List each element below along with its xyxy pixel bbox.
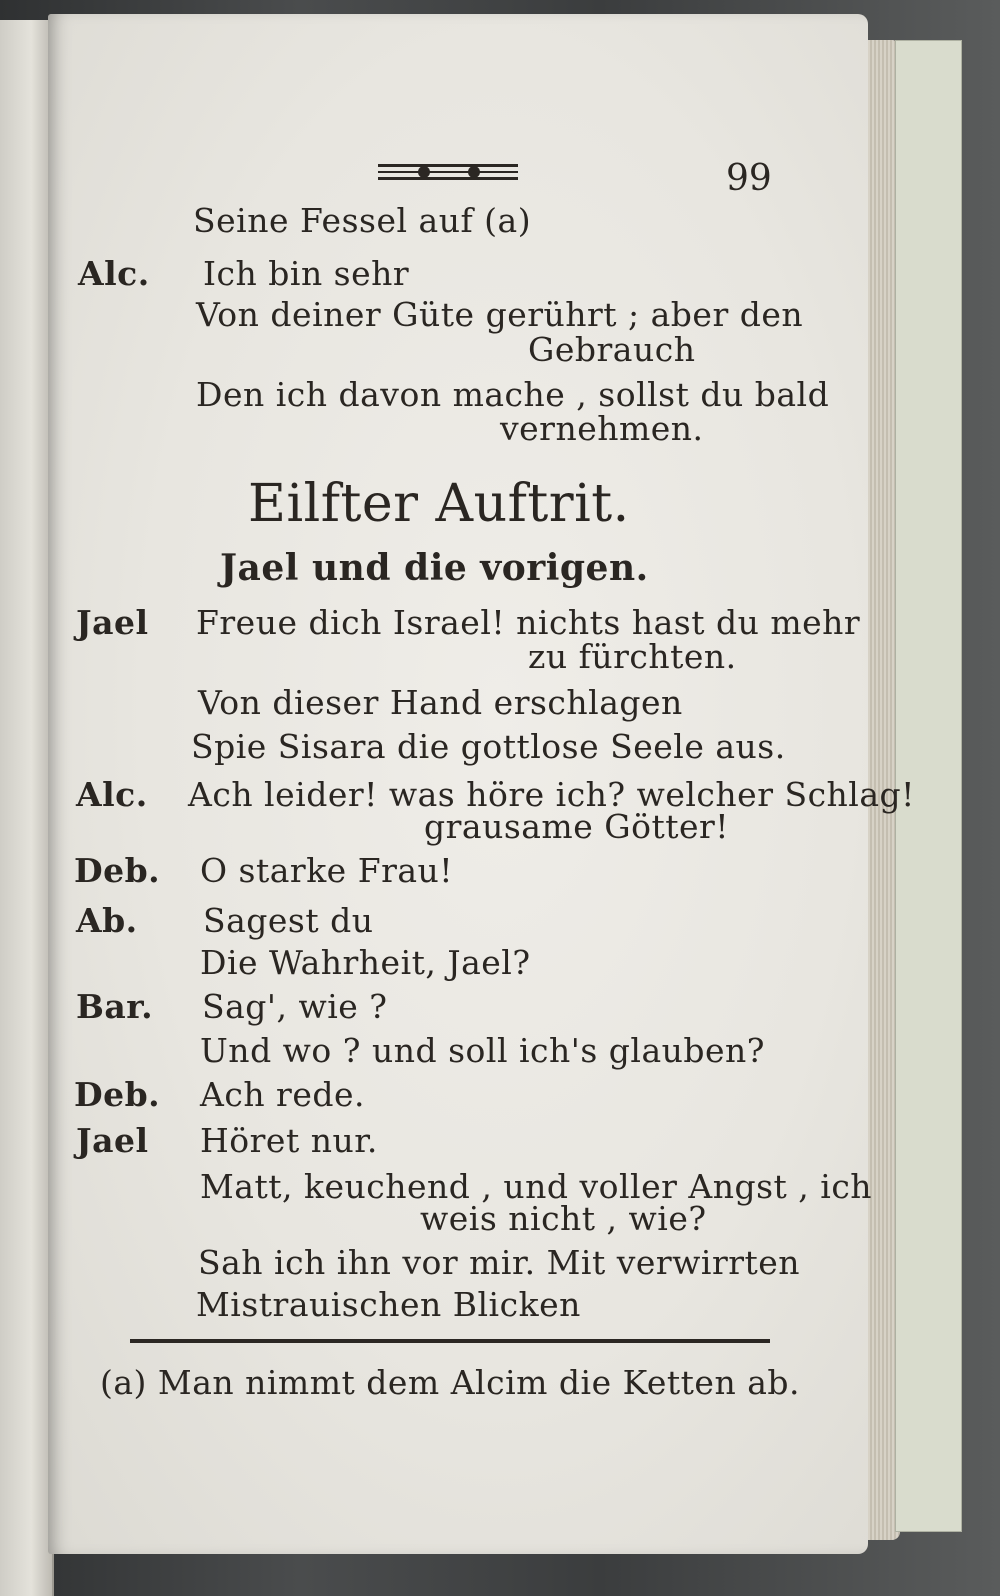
scene-heading: Eilfter Auftrit. — [248, 474, 630, 534]
speaker-name: Ab. — [76, 901, 138, 940]
text-line: zu fürchten. — [528, 637, 737, 676]
text-line: Seine Fessel auf (a) — [193, 201, 532, 240]
text-line: Mistrauischen Blicken — [196, 1285, 581, 1324]
text-line: grausame Götter! — [424, 807, 730, 846]
speaker-name: Alc. — [78, 254, 150, 293]
text-line: Spie Sisara die gottlose Seele aus. — [191, 727, 786, 766]
text-line: O starke Frau! — [200, 851, 454, 890]
text-line: Von dieser Hand erschlagen — [198, 683, 683, 722]
page-number: 99 — [726, 158, 772, 199]
text-line: Matt, keuchend , und voller Angst , ich — [200, 1167, 873, 1206]
text-line: Ich bin sehr — [203, 254, 410, 293]
speaker-name: Jael — [76, 603, 149, 642]
text-line: Sah ich ihn vor mir. Mit verwirrten — [198, 1243, 801, 1282]
text-line: Ach rede. — [200, 1075, 366, 1114]
speaker-name: Deb. — [74, 1075, 161, 1114]
speaker-name: Bar. — [76, 987, 154, 1026]
text-line: Den ich davon mache , sollst du bald — [196, 375, 830, 414]
decorative-ornament-icon — [378, 160, 518, 184]
speaker-name: Deb. — [74, 851, 161, 890]
speaker-name: Alc. — [76, 775, 148, 814]
facing-page-edge — [0, 20, 54, 1596]
footnote-rule — [130, 1339, 770, 1343]
speaker-name: Jael — [76, 1121, 149, 1160]
text-line: Ach leider! was höre ich? welcher Schlag! — [188, 775, 915, 814]
text-line: Gebrauch — [528, 330, 696, 369]
text-line: Höret nur. — [200, 1121, 378, 1160]
text-line: Freue dich Israel! nichts hast du mehr — [196, 603, 861, 642]
scene-subheading: Jael und die vorigen. — [220, 547, 649, 589]
text-line: Sagest du — [203, 901, 374, 940]
text-line: Die Wahrheit, Jael? — [200, 943, 531, 982]
footnote: (a) Man nimmt dem Alcim die Ketten ab. — [100, 1363, 800, 1402]
text-line: vernehmen. — [500, 409, 704, 448]
text-line: Sag', wie ? — [202, 987, 388, 1026]
text-line: Von deiner Güte gerührt ; aber den — [196, 295, 804, 334]
book-page — [48, 14, 915, 1554]
text-line: weis nicht , wie? — [420, 1199, 707, 1238]
text-line: Und wo ? und soll ich's glauben? — [200, 1031, 765, 1070]
